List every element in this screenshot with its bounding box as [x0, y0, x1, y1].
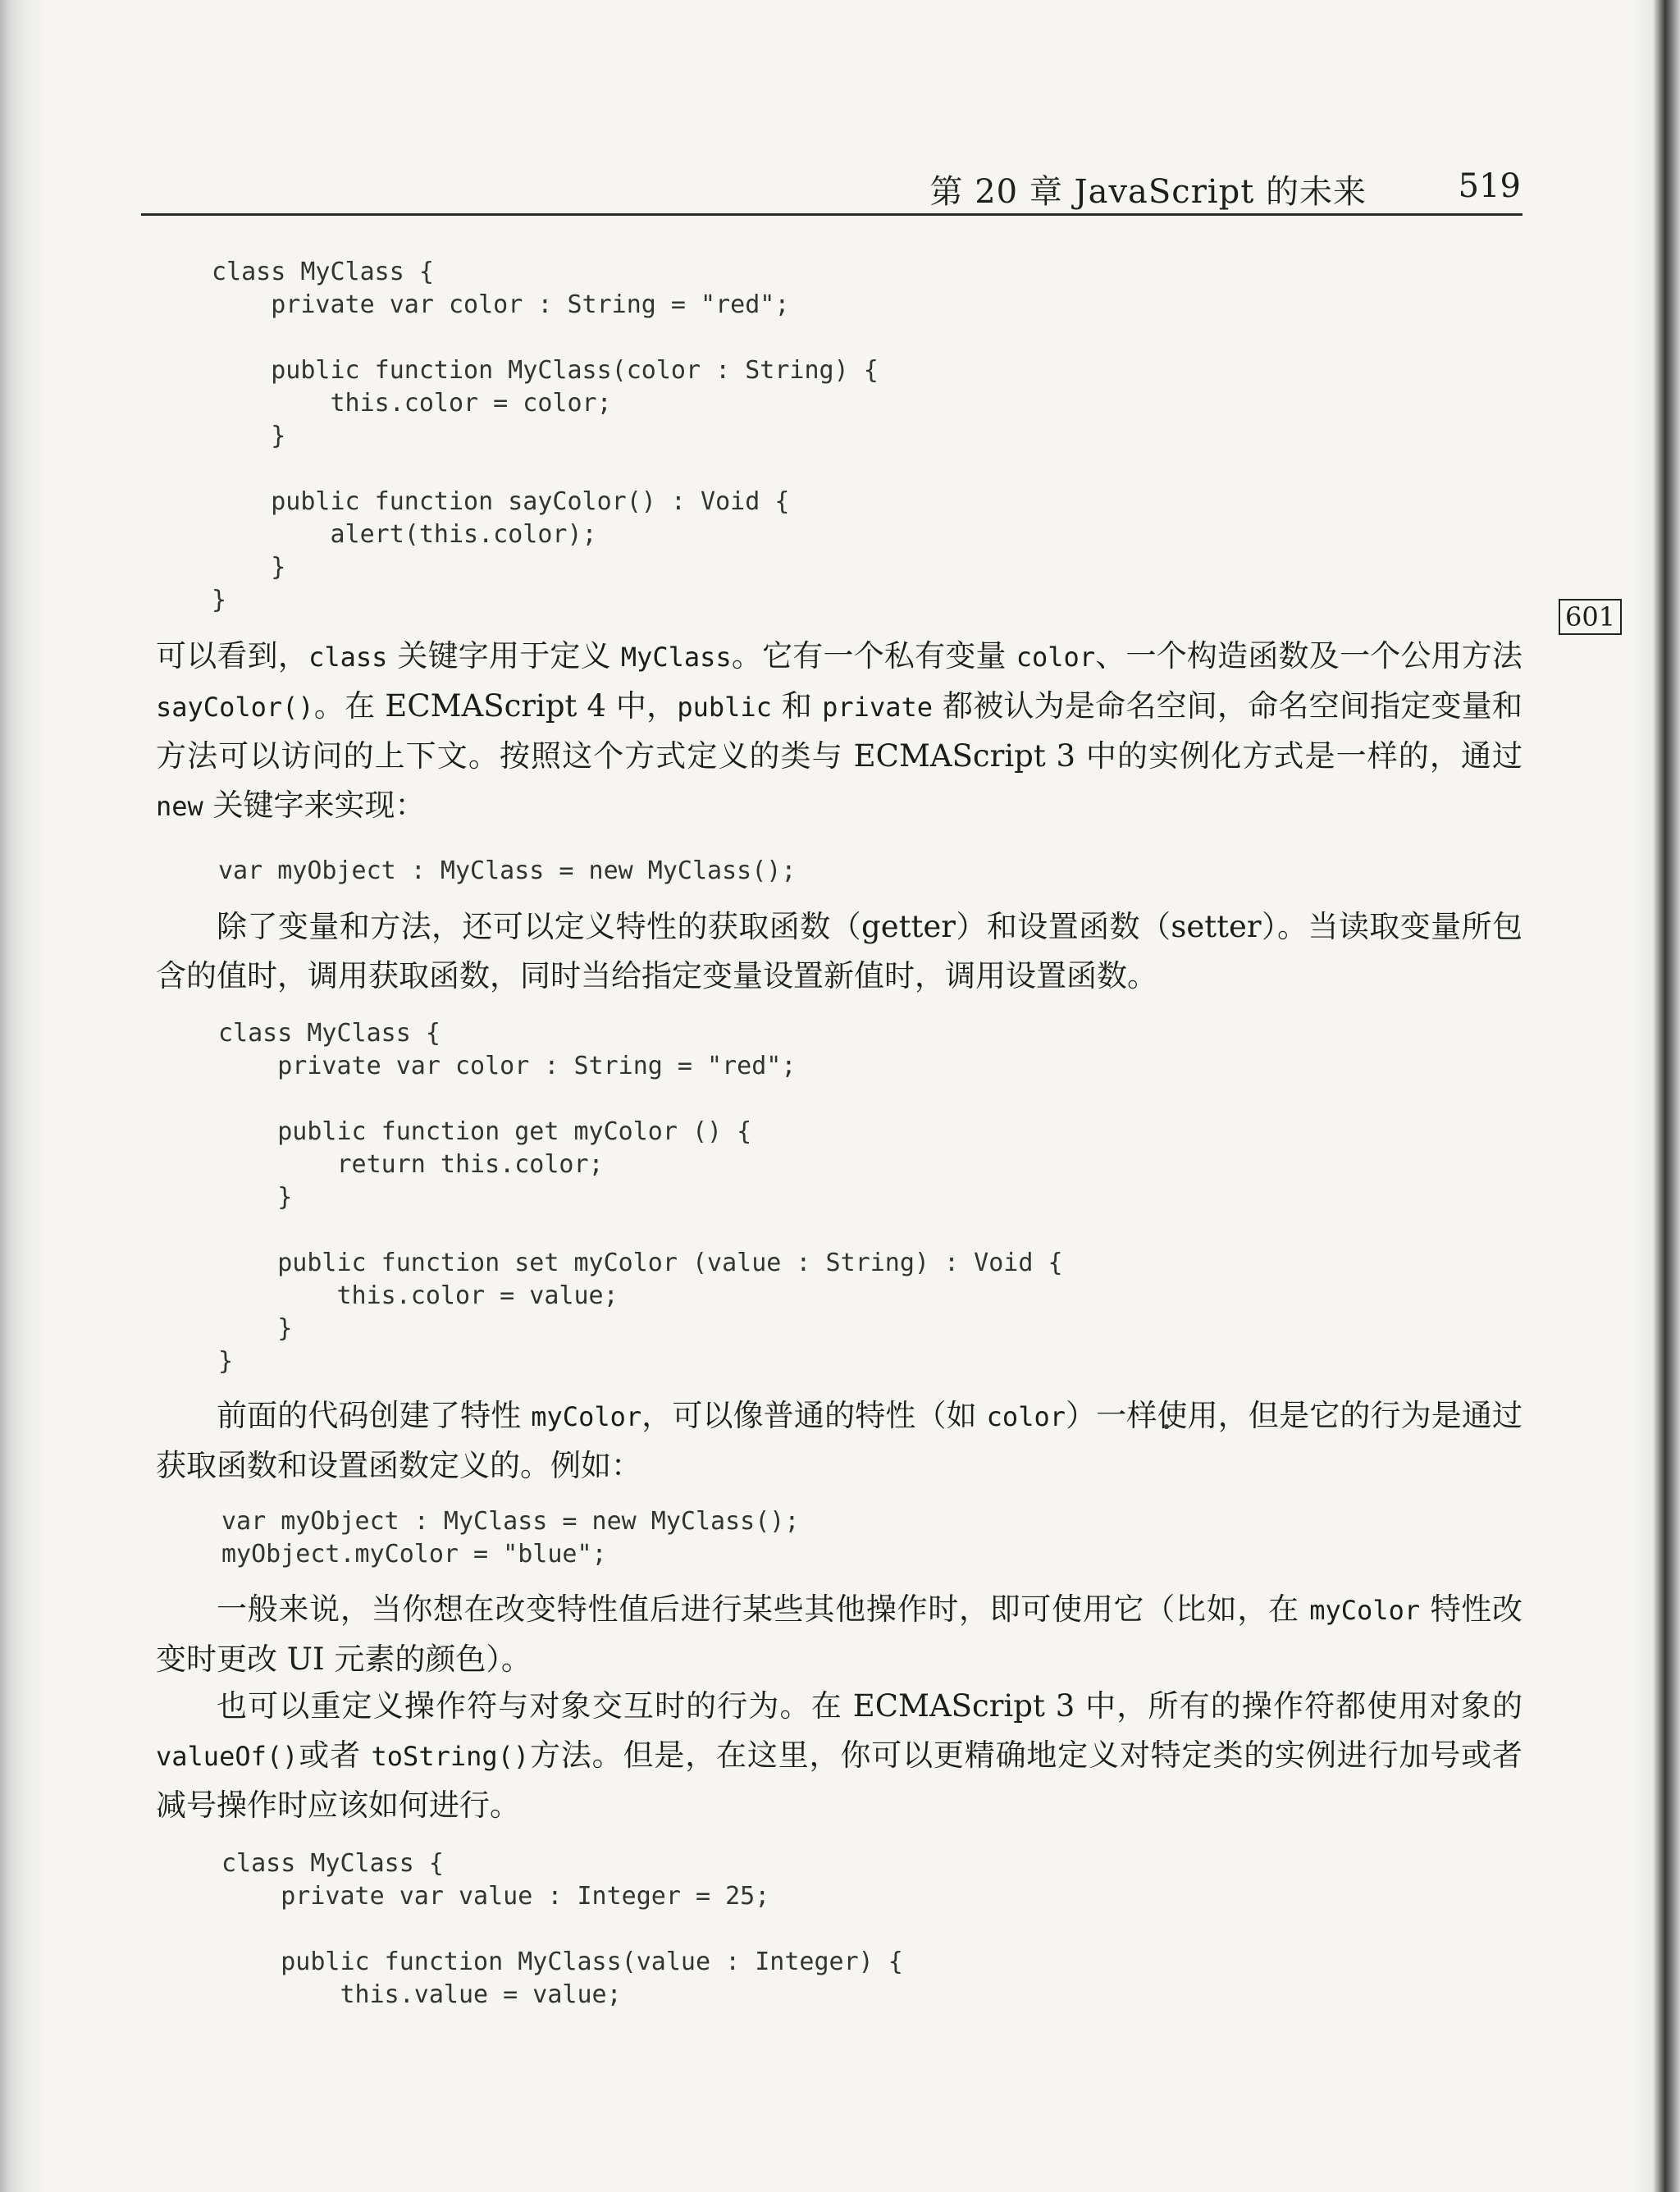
code-block-operator-class: class MyClass { private var value : Integer = 25; public function MyClass(value : Integer) { this.value = value;	[221, 1849, 903, 2009]
paragraph-class-explanation: 可以看到，class 关键字用于定义 MyClass。它有一个私有变量 color、一个构造函数及一个公用方法 sayColor()。在 ECMAScript 4 中，public 和 private 都被认为是命名空间，命名空间指定变量和方法可以访问的上下文。按照这个方式定义的类与 ECMAScript 3 中的实例化方式是一样的，通过 new 关键字来实现：	[156, 638, 1523, 823]
code-block-getter-setter: class MyClass { private var color : String = "red"; public function get myColor () { return this.color; } public function set myColor (value : String) : Void { this.color = value; } }	[218, 1019, 1063, 1376]
code-block-usage: var myObject : MyClass = new MyClass(); myObject.myColor = "blue";	[221, 1507, 800, 1569]
paragraph-getter-setter: 除了变量和方法，还可以定义特性的获取函数（getter）和设置函数（setter）。当读取变量所包含的值时，调用获取函数，同时当给指定变量设置新值时，调用设置函数。	[156, 909, 1522, 993]
paragraph-usage-note: 一般来说，当你想在改变特性值后进行某些其他操作时，即可使用它（比如，在 myColor 特性改变时更改 UI 元素的颜色）。	[156, 1591, 1522, 1677]
running-header	[141, 161, 1522, 216]
paragraph-operator-overloading: 也可以重定义操作符与对象交互时的行为。在 ECMAScript 3 中，所有的操作符都使用对象的 valueOf()或者 toString()方法。但是，在这里，你可以更精确地定义对特定类的实例进行加号或者减号操作时应该如何进行。	[156, 1688, 1523, 1823]
code-block-instantiation: var myObject : MyClass = new MyClass();	[218, 856, 797, 885]
code-block-class-definition: class MyClass { private var color : String = "red"; public function MyClass(color : String) { this.color = color; } public function sayColor() : Void { alert(this.color); } }	[212, 258, 879, 614]
chapter-title: 第 20 章 JavaScript 的未来	[929, 173, 1367, 211]
page-number: 519	[1458, 167, 1521, 205]
margin-page-reference: 601	[1559, 599, 1622, 635]
paragraph-mycolor-property: 前面的代码创建了特性 myColor，可以像普通的特性（如 color）一样使用，但是它的行为是通过获取函数和设置函数定义的。例如：	[156, 1398, 1523, 1483]
